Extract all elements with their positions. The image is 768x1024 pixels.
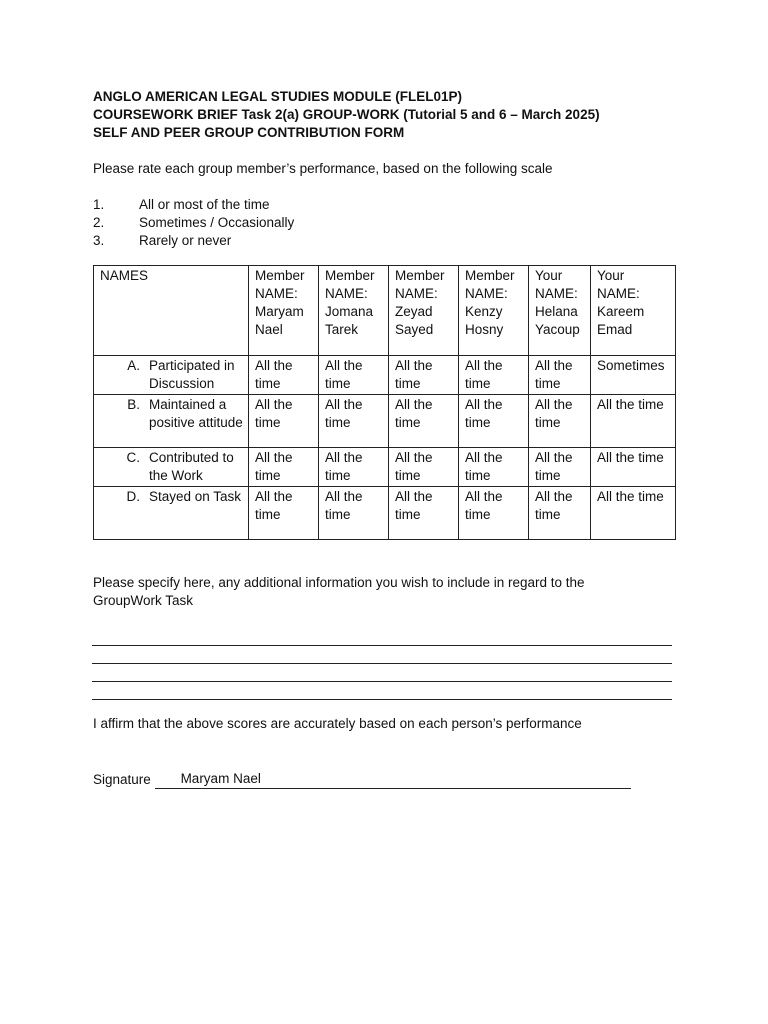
member-header xyxy=(249,266,319,356)
coursework-title: COURSEWORK BRIEF Task 2(a) GROUP-WORK (Tutorial 5 and 6 – March 2025) xyxy=(93,107,600,122)
rating-cell[interactable]: All the time xyxy=(249,356,319,395)
rating-cell[interactable]: All the time xyxy=(389,448,459,487)
member-last: Emad xyxy=(597,322,633,337)
member-header xyxy=(389,266,459,356)
form-title: SELF AND PEER GROUP CONTRIBUTION FORM xyxy=(93,125,405,140)
rating-cell[interactable]: All the time xyxy=(459,448,529,487)
rating-cell[interactable]: All the time xyxy=(591,395,676,448)
rating-cell[interactable]: All the time xyxy=(249,448,319,487)
member-role: Member xyxy=(465,268,515,283)
criterion-letter: A. xyxy=(127,358,140,373)
module-title: ANGLO AMERICAN LEGAL STUDIES MODULE (FLEL01P) xyxy=(93,89,463,104)
table-header-row xyxy=(94,266,676,356)
rating-scale xyxy=(93,196,294,250)
rating-cell[interactable]: All the time xyxy=(459,356,529,395)
answer-line[interactable] xyxy=(92,682,672,700)
table-row xyxy=(94,448,676,487)
answer-line[interactable] xyxy=(92,664,672,682)
rating-cell[interactable]: All the time xyxy=(591,487,676,540)
rating-cell[interactable]: All the time xyxy=(389,395,459,448)
signature-name: Maryam Nael xyxy=(181,770,261,789)
member-last: Yacoup xyxy=(535,322,580,337)
member-header xyxy=(591,266,676,356)
criterion-cell xyxy=(94,487,249,540)
rating-cell[interactable]: All the time xyxy=(319,448,389,487)
member-last: Tarek xyxy=(325,322,359,337)
scale-text: All or most of the time xyxy=(139,197,270,212)
rating-cell[interactable]: All the time xyxy=(249,487,319,540)
rating-cell[interactable]: All the time xyxy=(529,487,591,540)
rating-cell[interactable]: Sometimes xyxy=(591,356,676,395)
member-label: NAME: xyxy=(465,286,508,301)
criterion-text: Contributed to the Work xyxy=(149,450,234,483)
rating-cell[interactable]: All the time xyxy=(591,448,676,487)
criterion-cell xyxy=(94,356,249,395)
rating-cell[interactable]: All the time xyxy=(319,487,389,540)
criterion-text: Stayed on Task xyxy=(149,489,242,504)
scale-text: Sometimes / Occasionally xyxy=(139,215,295,230)
member-first: Helana xyxy=(535,304,578,319)
signature-blank xyxy=(261,773,631,789)
rating-cell[interactable]: All the time xyxy=(389,356,459,395)
additional-info-prompt: Please specify here, any additional information you wish to include in regard to the GroupWork Task xyxy=(93,575,585,608)
member-label: NAME: xyxy=(597,286,640,301)
criterion-text: Maintained a positive attitude xyxy=(149,397,243,430)
scale-item xyxy=(93,214,294,232)
criterion-text: Participated in Discussion xyxy=(149,358,235,391)
rating-cell[interactable]: All the time xyxy=(249,395,319,448)
member-last: Hosny xyxy=(465,322,504,337)
scale-number: 3. xyxy=(93,233,105,248)
additional-info-lines[interactable] xyxy=(92,628,672,700)
member-label: NAME: xyxy=(395,286,438,301)
criterion-cell xyxy=(94,448,249,487)
scale-number: 1. xyxy=(93,197,105,212)
member-last: Nael xyxy=(255,322,283,337)
criterion-letter: D. xyxy=(126,489,140,504)
rating-cell[interactable]: All the time xyxy=(529,356,591,395)
member-header xyxy=(529,266,591,356)
answer-line[interactable] xyxy=(92,646,672,664)
member-first: Maryam xyxy=(255,304,304,319)
contribution-table xyxy=(93,265,676,540)
member-role: Your xyxy=(597,268,625,283)
rating-cell[interactable]: All the time xyxy=(319,356,389,395)
signature-blank xyxy=(155,773,181,789)
member-header xyxy=(459,266,529,356)
affirmation-statement: I affirm that the above scores are accurately based on each person’s performance xyxy=(93,716,582,731)
scale-item xyxy=(93,232,294,250)
signature-label: Signature xyxy=(93,772,151,787)
member-first: Kenzy xyxy=(465,304,503,319)
criterion-letter: C. xyxy=(126,450,140,465)
names-header: NAMES xyxy=(94,266,249,356)
rating-cell[interactable]: All the time xyxy=(459,395,529,448)
scale-text: Rarely or never xyxy=(139,233,232,248)
rating-cell[interactable]: All the time xyxy=(389,487,459,540)
member-role: Your xyxy=(535,268,563,283)
rating-cell[interactable]: All the time xyxy=(529,448,591,487)
member-first: Zeyad xyxy=(395,304,433,319)
table-row xyxy=(94,356,676,395)
rating-cell[interactable]: All the time xyxy=(459,487,529,540)
member-label: NAME: xyxy=(535,286,578,301)
criterion-cell xyxy=(94,395,249,448)
scale-number: 2. xyxy=(93,215,105,230)
rating-cell[interactable]: All the time xyxy=(529,395,591,448)
member-label: NAME: xyxy=(325,286,368,301)
document-header xyxy=(93,88,600,142)
rating-cell[interactable]: All the time xyxy=(319,395,389,448)
answer-line[interactable] xyxy=(92,628,672,646)
scale-item xyxy=(93,196,294,214)
member-first: Jomana xyxy=(325,304,374,319)
member-role: Member xyxy=(395,268,445,283)
member-last: Sayed xyxy=(395,322,434,337)
criterion-letter: B. xyxy=(127,397,140,412)
member-first: Kareem xyxy=(597,304,645,319)
member-role: Member xyxy=(255,268,305,283)
member-role: Member xyxy=(325,268,375,283)
signature-line[interactable] xyxy=(93,770,631,789)
table-row xyxy=(94,395,676,448)
member-label: NAME: xyxy=(255,286,298,301)
rating-instructions: Please rate each group member’s performance, based on the following scale xyxy=(93,161,553,176)
table-row xyxy=(94,487,676,540)
member-header xyxy=(319,266,389,356)
